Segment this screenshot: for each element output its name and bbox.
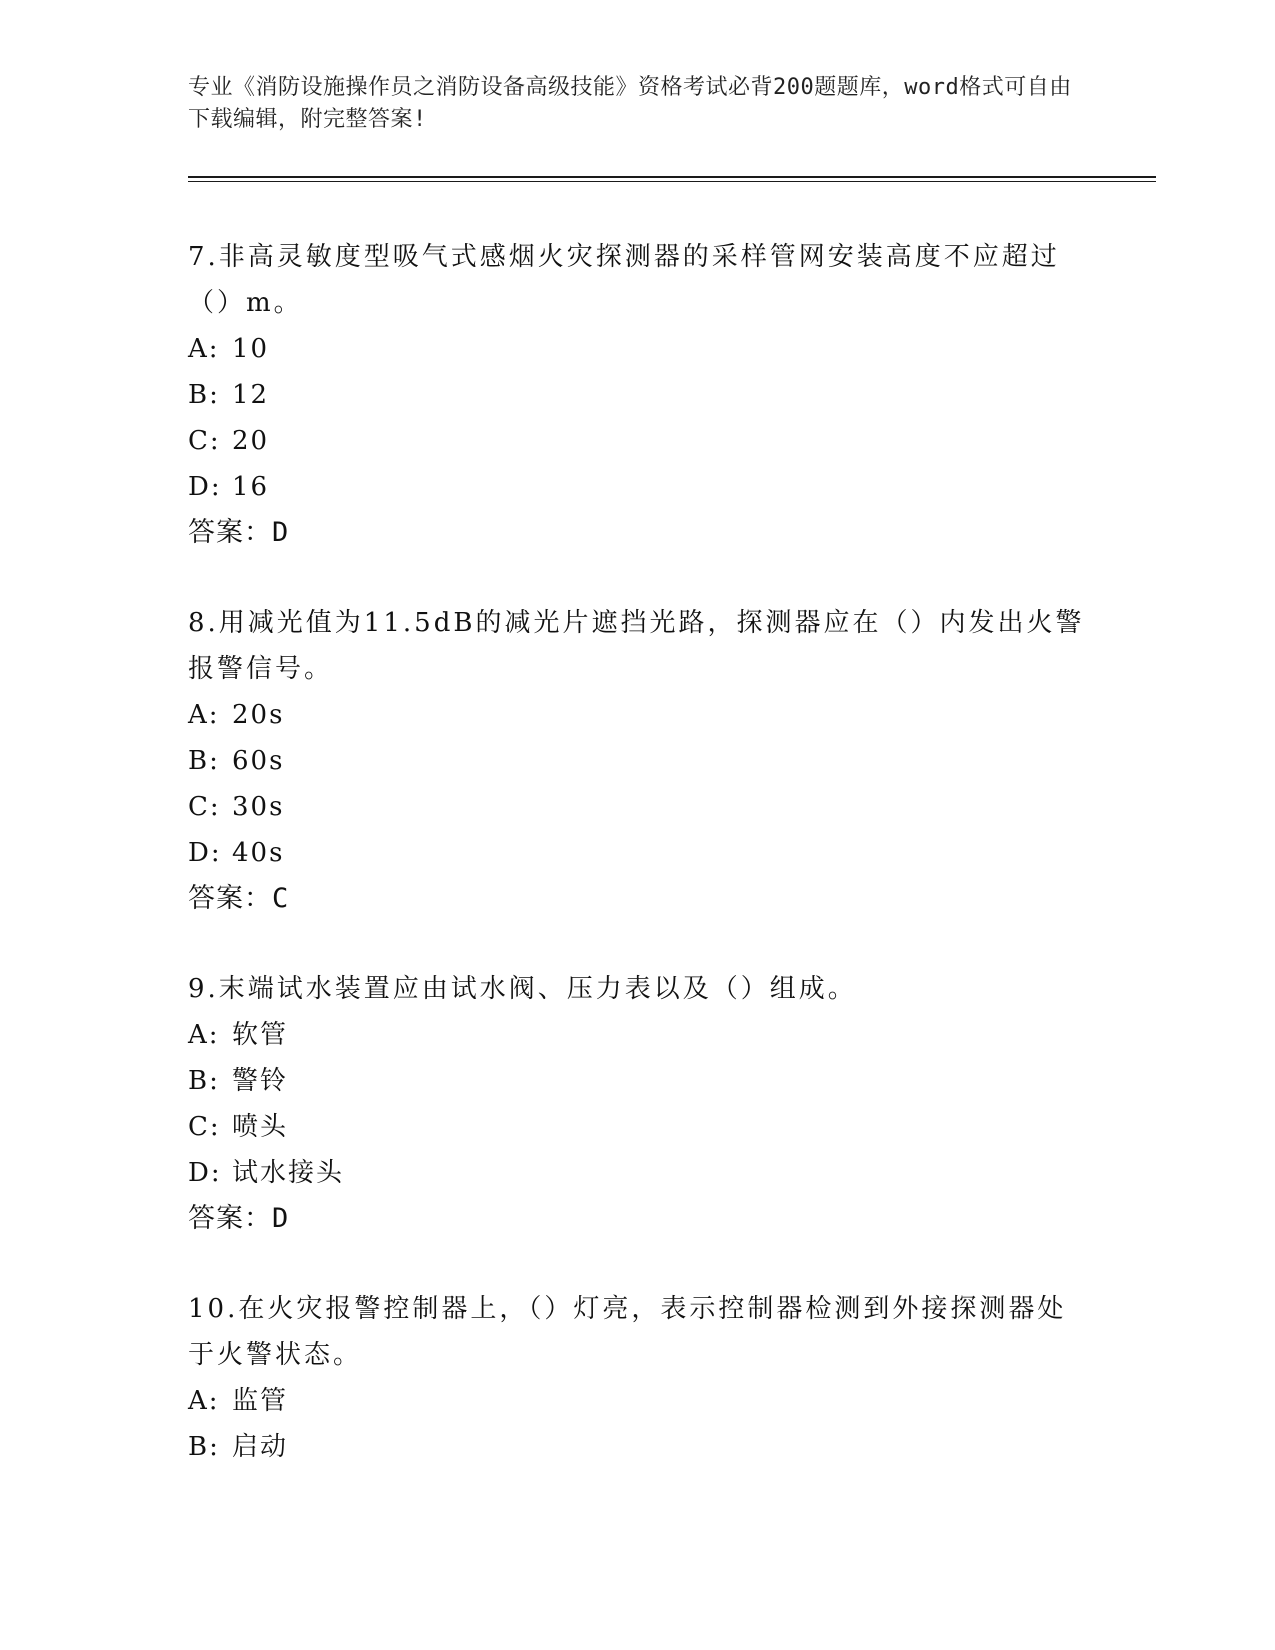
option-letter: D:	[188, 1158, 222, 1188]
option-b	[188, 1058, 1088, 1104]
question-9	[188, 966, 1088, 1242]
option-letter: B:	[188, 380, 220, 410]
option-b	[188, 738, 1088, 784]
option-letter: B:	[188, 1066, 220, 1096]
option-text: 软管	[232, 1020, 289, 1050]
header-divider	[188, 176, 1156, 178]
option-letter: D:	[188, 472, 222, 502]
option-text: 16	[232, 472, 270, 502]
option-letter: C:	[188, 1112, 221, 1142]
option-text: 喷头	[232, 1112, 289, 1142]
option-letter: B:	[188, 1432, 220, 1462]
option-d	[188, 830, 1088, 876]
option-b	[188, 372, 1088, 418]
question-stem: 8.用减光值为11.5dB的减光片遮挡光路，探测器应在（）内发出火警报警信号。	[188, 608, 1085, 684]
option-text: 12	[232, 380, 270, 410]
question-stem: 7.非高灵敏度型吸气式感烟火灾探测器的采样管网安装高度不应超过（）m。	[188, 242, 1060, 318]
option-a	[188, 326, 1088, 372]
option-c	[188, 784, 1088, 830]
option-text: 10	[232, 334, 270, 364]
question-10	[188, 1286, 1088, 1470]
answer-line: 答案：C	[188, 883, 290, 914]
option-letter: A:	[188, 334, 220, 364]
option-letter: A:	[188, 1386, 220, 1416]
option-text: 警铃	[232, 1066, 289, 1096]
option-text: 启动	[232, 1432, 289, 1462]
option-text: 60s	[232, 746, 285, 776]
option-text: 20s	[232, 700, 285, 730]
document-header: 专业《消防设施操作员之消防设备高级技能》资格考试必背200题题库，word格式可自由下载编辑，附完整答案!	[188, 75, 1072, 132]
answer-line: 答案：D	[188, 517, 290, 548]
option-letter: B:	[188, 746, 220, 776]
question-7	[188, 234, 1088, 556]
option-text: 试水接头	[232, 1158, 345, 1188]
header-divider-thin	[188, 181, 1156, 182]
option-a	[188, 692, 1088, 738]
option-letter: A:	[188, 700, 220, 730]
question-stem: 9.末端试水装置应由试水阀、压力表以及（）组成。	[188, 974, 857, 1004]
option-letter: A:	[188, 1020, 220, 1050]
question-stem: 10.在火灾报警控制器上，（）灯亮，表示控制器检测到外接探测器处于火警状态。	[188, 1294, 1067, 1370]
option-letter: C:	[188, 792, 221, 822]
answer-line: 答案：D	[188, 1203, 290, 1234]
option-c	[188, 418, 1088, 464]
option-d	[188, 1150, 1088, 1196]
option-text: 20	[232, 426, 270, 456]
option-text: 监管	[232, 1386, 289, 1416]
option-b	[188, 1424, 1088, 1470]
option-c	[188, 1104, 1088, 1150]
option-a	[188, 1378, 1088, 1424]
option-letter: D:	[188, 838, 222, 868]
question-8	[188, 600, 1088, 922]
option-letter: C:	[188, 426, 221, 456]
option-d	[188, 464, 1088, 510]
option-text: 30s	[232, 792, 285, 822]
option-text: 40s	[232, 838, 285, 868]
option-a	[188, 1012, 1088, 1058]
